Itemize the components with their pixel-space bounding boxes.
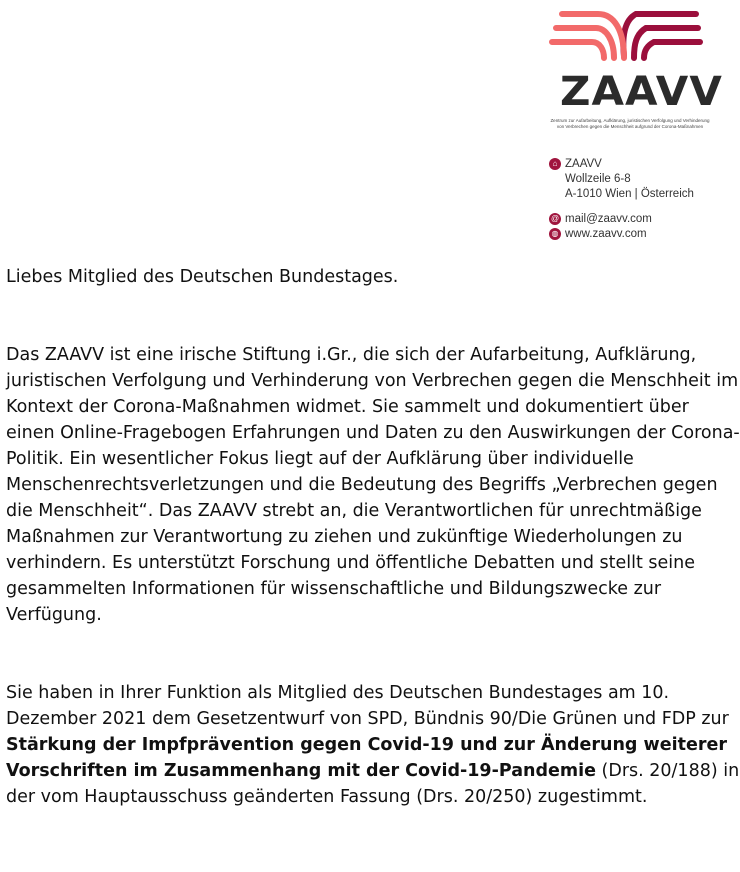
law-title: Stärkung der Impfprävention gegen Covid-19 und zur Änderung weiterer Vorschriften im Zusammenhang mit der Covid-19-Pandemie: [6, 735, 727, 781]
vote-text-before: Sie haben in Ihrer Funktion als Mitglied des Deutschen Bundestages am 10. Dezember 2021 dem Gesetzentwurf von SPD, Bündnis 90/Die Grünen und FDP zur: [6, 683, 729, 729]
address-street: Wollzeile 6-8: [565, 172, 631, 185]
letter-body: [6, 264, 740, 810]
zaavv-logo: [548, 8, 723, 130]
org-name: ZAAVV: [565, 157, 602, 170]
address-city: A-1010 Wien | Österreich: [565, 187, 694, 200]
tagline: Zentrum zur Aufarbeitung, Aufklärung, juristischen Verfolgung und Verhinderung von Verbrechen gegen die Menschheit aufgrund der Corona-Maßnahmen: [550, 118, 710, 129]
email-row: [549, 211, 694, 226]
address-name-row: [549, 156, 694, 171]
at-icon: @: [550, 213, 560, 223]
book-arcs-icon: [548, 8, 704, 64]
wordmark: ZAAVV: [560, 69, 723, 115]
email-link[interactable]: mail@zaavv.com: [565, 212, 652, 225]
web-link[interactable]: www.zaavv.com: [565, 227, 647, 240]
vote-text-after: (Drs. 20/188) in der vom Hauptausschuss geänderten Fassung (Drs. 20/250) zugestimmt.: [6, 761, 740, 807]
paragraph-intro: Das ZAAVV ist eine irische Stiftung i.Gr., die sich der Aufarbeitung, Aufklärung, juristischen Verfolgung und Verhinderung von Verbrechen gegen die Menschheit im Kontext der Corona-Maßnahmen widmet. Sie sammelt und dokumentiert über einen Online-Fragebogen Erfahrungen und Daten zu den Auswirkungen der Corona-Politik. Ein wesentlicher Fokus liegt auf der Aufklärung über individuelle Menschenrechtsverletzungen und die Bedeutung des Begriffs „Verbrechen gegen die Menschheit“. Das ZAAVV strebt an, die Verantwortlichen für unrechtmäßige Maßnahmen zur Verantwortung zu ziehen und zukünftige Wiederholungen zu verhindern. Es unterstützt Forschung und öffentliche Debatten und stellt seine gesammelten Informationen für wissenschaftliche und Bildungszwecke zur Verfügung.: [6, 345, 740, 625]
home-icon: ⌂: [549, 158, 561, 170]
contact-block: [549, 156, 694, 241]
salutation: Liebes Mitglied des Deutschen Bundestages.: [6, 267, 399, 287]
globe-icon: ◍: [549, 228, 561, 240]
paragraph-vote: [6, 680, 740, 810]
web-row: [549, 226, 694, 241]
